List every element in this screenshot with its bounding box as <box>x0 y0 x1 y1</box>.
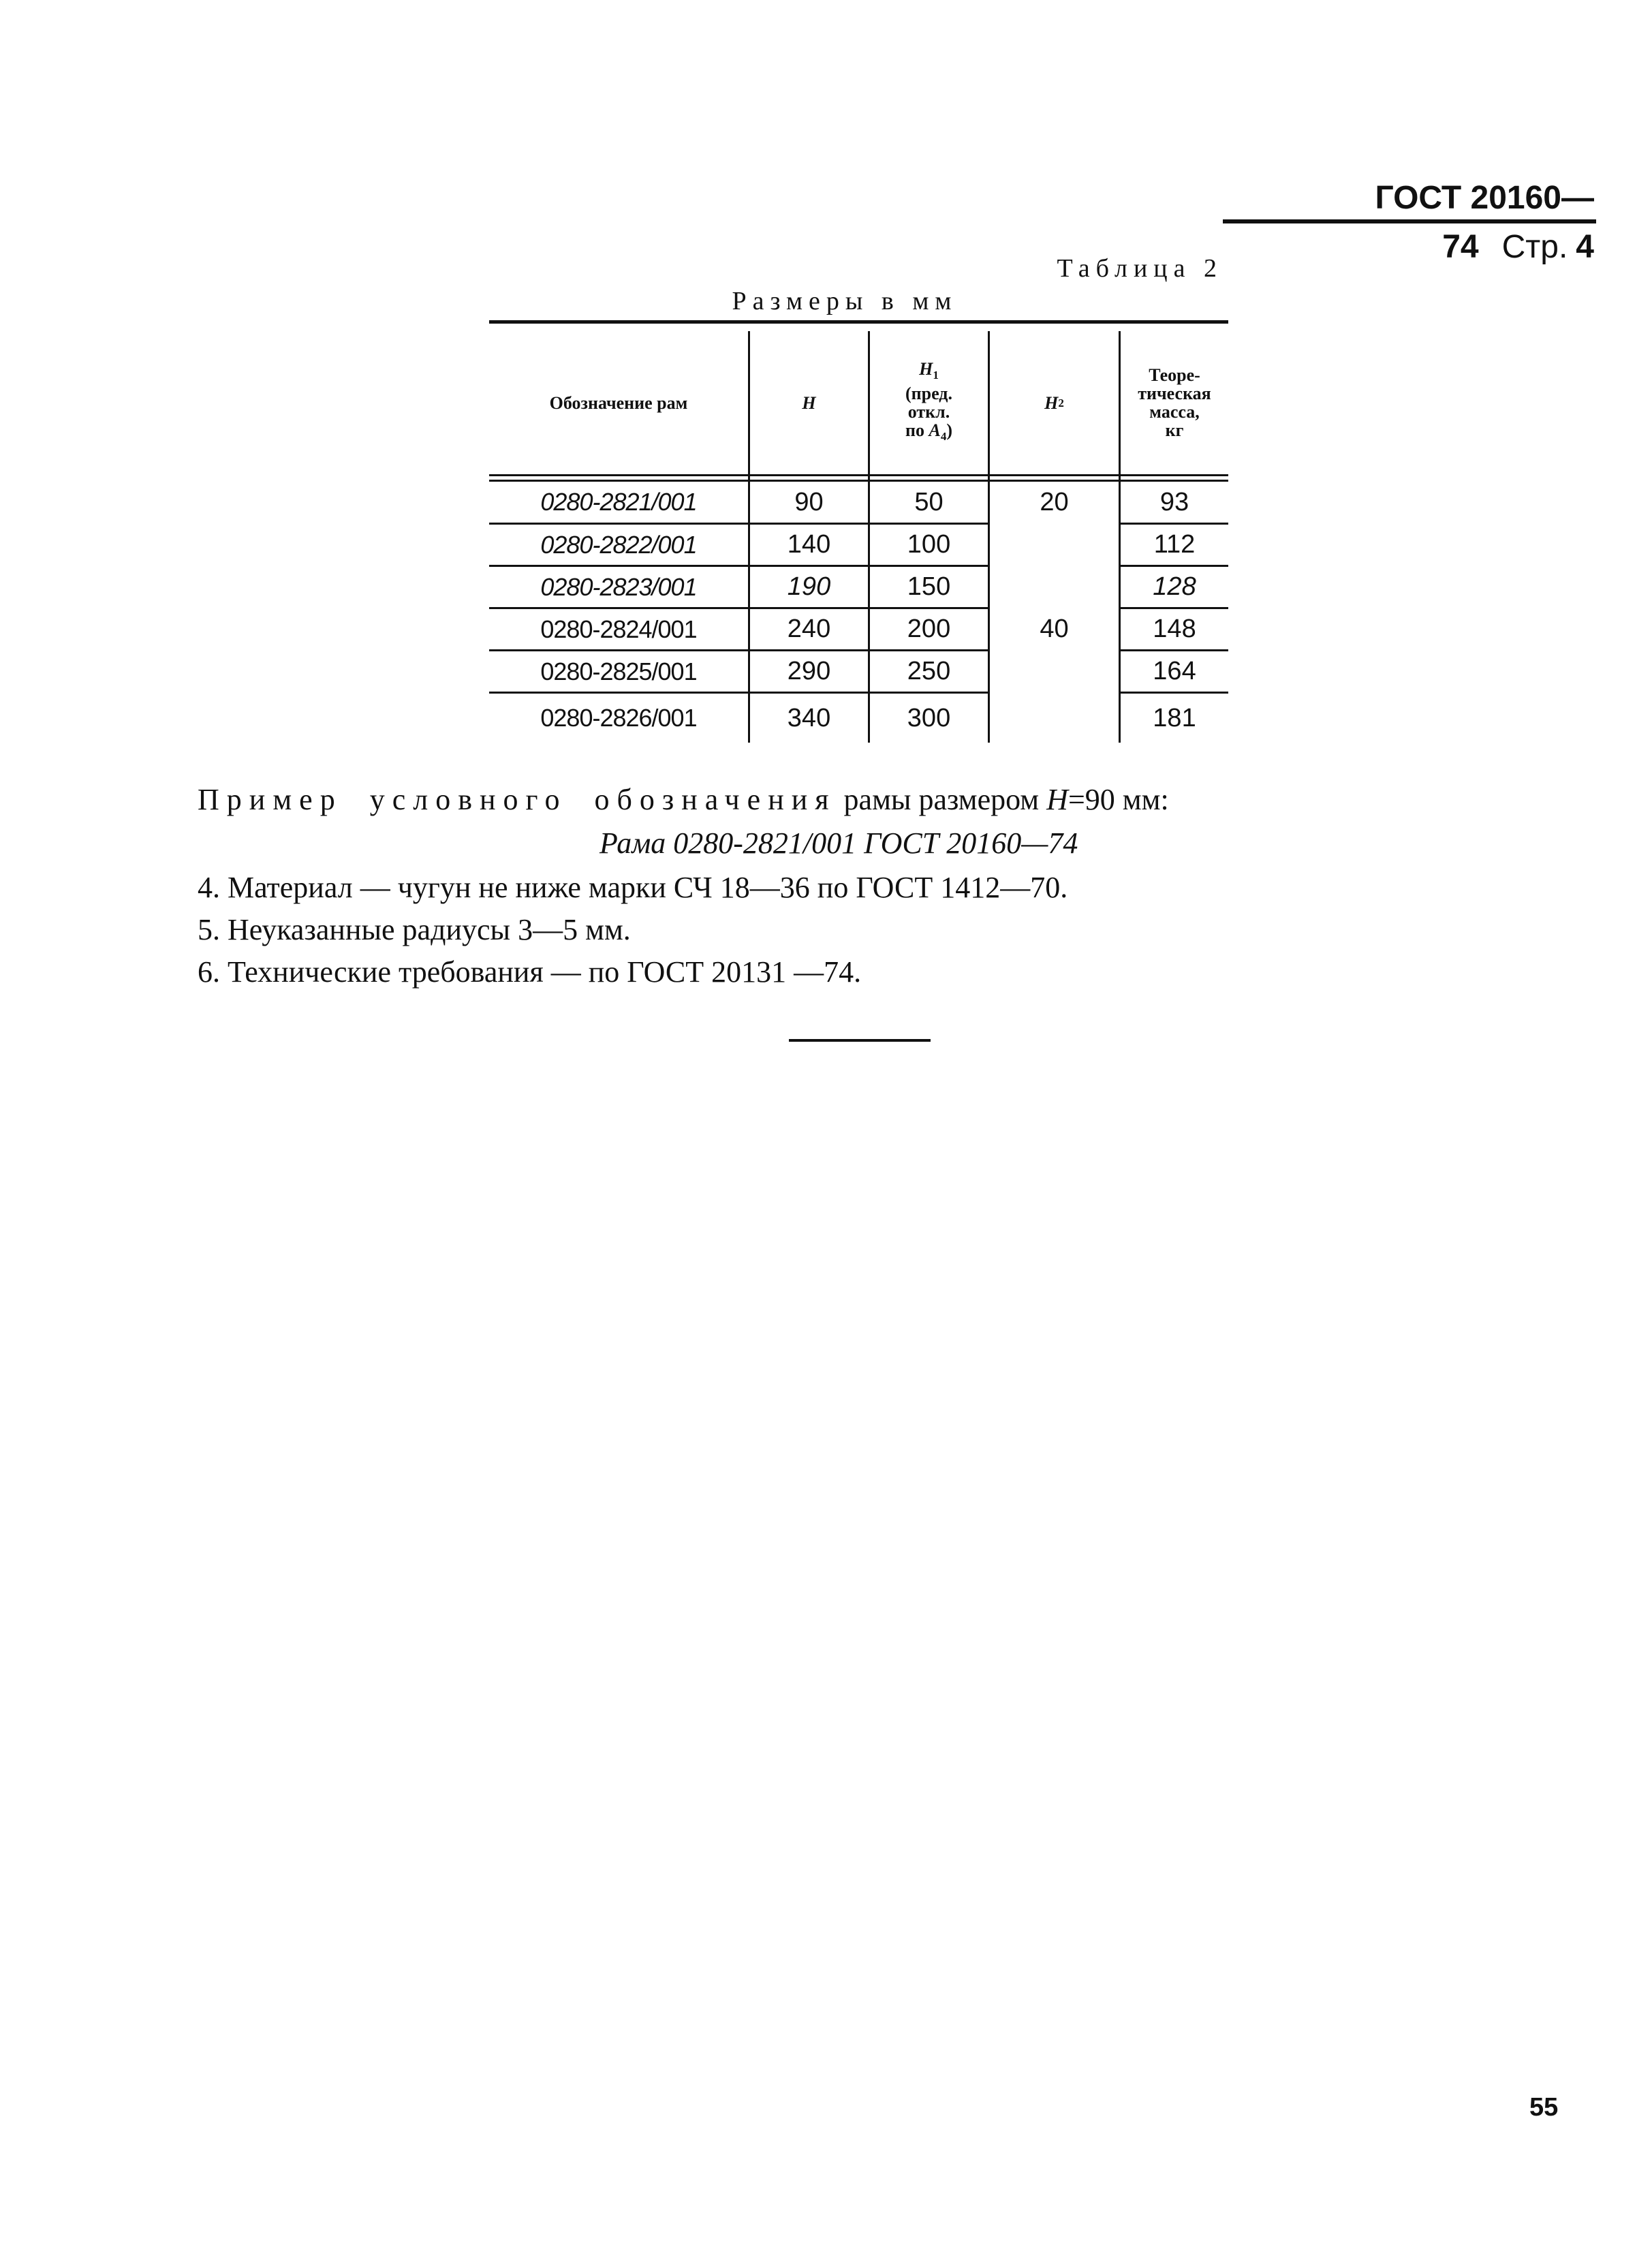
row3-h: 190 <box>787 572 831 601</box>
row6-h: 340 <box>787 703 831 732</box>
example-word-1: Пример <box>198 783 343 816</box>
h1-note-line3: по <box>905 420 929 440</box>
mass-line2: тическая <box>1138 384 1211 403</box>
row2-h: 140 <box>787 530 831 559</box>
requirements-list <box>198 867 1067 993</box>
example-word-3: обозначения <box>594 783 837 816</box>
header-rule-a <box>489 474 1228 476</box>
row5-mass: 164 <box>1153 657 1196 685</box>
row1-mass: 93 <box>1159 487 1189 516</box>
closing-rule <box>789 1039 931 1042</box>
row1-h: 90 <box>794 487 824 516</box>
row2-designation: 0280-2822/001 <box>540 530 697 559</box>
header-h2 <box>990 331 1119 474</box>
page-number: 55 <box>1529 2093 1559 2122</box>
h1-note-line1: (пред. <box>905 384 952 403</box>
row1-h1: 50 <box>914 487 944 516</box>
row4-h: 240 <box>787 615 831 643</box>
table-label: Таблица 2 <box>1057 254 1223 283</box>
header-mass <box>1121 331 1228 474</box>
table-units: Размеры в мм <box>732 287 958 315</box>
rows2to6-h2: 40 <box>1040 615 1069 643</box>
row6-mass: 181 <box>1153 703 1196 732</box>
row6-h1: 300 <box>907 703 951 732</box>
example-value: =90 мм: <box>1067 783 1169 816</box>
example-variable: H <box>1046 783 1068 816</box>
row2-h1: 100 <box>907 530 951 559</box>
row6-designation: 0280-2826/001 <box>540 704 697 732</box>
h1-note-a-sub: 4 <box>940 430 947 444</box>
example-rest: рамы размером <box>843 783 1047 816</box>
mass-line3: масса, <box>1149 402 1200 422</box>
header-rule <box>1223 219 1596 223</box>
mass-line4: кг <box>1165 420 1184 440</box>
header-designation: Обозначение рам <box>549 392 688 413</box>
row4-h1: 200 <box>907 615 951 643</box>
row3-mass: 128 <box>1153 572 1196 601</box>
row1-h2: 20 <box>1040 487 1069 516</box>
example-designation: Рама 0280-2821/001 ГОСТ 20160—74 <box>599 826 1078 860</box>
h1-subscript: 1 <box>933 369 939 382</box>
mass-line1: Теоре- <box>1149 365 1200 385</box>
row3-h1: 150 <box>907 572 951 601</box>
list-item: 6. Технические требования — по ГОСТ 20131 —74. <box>198 955 862 989</box>
h2-symbol: H <box>1044 392 1059 413</box>
row4-mass: 148 <box>1153 615 1196 643</box>
h1-symbol: H <box>919 358 933 379</box>
row1-designation: 0280-2821/001 <box>540 488 697 516</box>
example-word-2: условного <box>369 783 567 816</box>
page-header <box>1226 174 1594 265</box>
row5-h: 290 <box>787 657 831 685</box>
list-item: 5. Неуказанные радиусы 3—5 мм. <box>198 913 631 946</box>
header-h1 <box>870 331 988 474</box>
row2-mass: 112 <box>1153 530 1196 559</box>
header-page-number: 4 <box>1576 229 1594 265</box>
header-h: H <box>802 392 816 413</box>
h1-note-a: A <box>929 420 941 440</box>
h2-subscript: 2 <box>1058 396 1064 409</box>
table-top-rule <box>489 320 1228 324</box>
h1-note-line2: откл. <box>907 402 950 422</box>
example-line <box>198 782 1233 817</box>
list-item: 4. Материал — чугун не ниже марки СЧ 18—36 по ГОСТ 1412—70. <box>198 871 1068 904</box>
row5-designation: 0280-2825/001 <box>540 657 697 685</box>
h1-note-close: ) <box>946 420 952 440</box>
row3-designation: 0280-2823/001 <box>540 572 697 601</box>
standard-title: ГОСТ 20160—74 <box>1375 180 1594 265</box>
page-label: Стр. <box>1501 229 1568 265</box>
row4-designation: 0280-2824/001 <box>540 615 697 643</box>
row5-h1: 250 <box>907 657 951 685</box>
dimensions-table <box>489 320 1228 743</box>
